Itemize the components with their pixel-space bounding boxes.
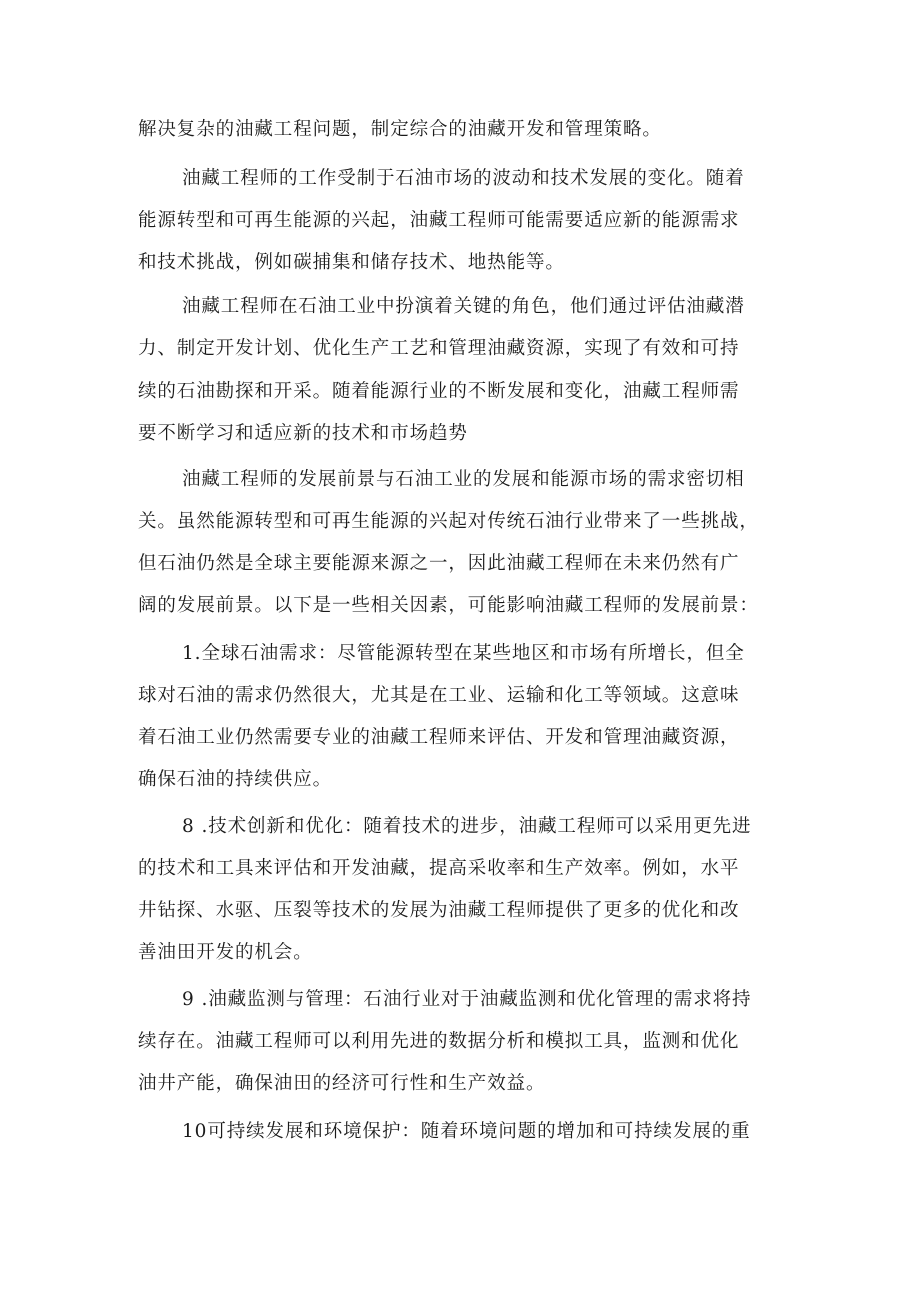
text-line: 但石油仍然是全球主要能源来源之一，因此油藏工程师在未来仍然有广: [138, 553, 740, 574]
text-line: 油井产能，确保油田的经济可行性和生产效益。: [138, 1073, 546, 1094]
text-line: 8 .技术创新和优化：随着技术的进步，油藏工程师可以采用更先进: [182, 816, 752, 837]
text-line: 油藏工程师的发展前景与石油工业的发展和能源市场的需求密切相: [182, 469, 745, 490]
text-line: 1.全球石油需求：尽管能源转型在某些地区和市场有所增长，但全: [182, 643, 745, 664]
text-line: 阔的发展前景。以下是一些相关因素，可能影响油藏工程师的发展前景：: [138, 595, 759, 616]
text-line: 油藏工程师的工作受制于石油市场的波动和技术发展的变化。随着: [182, 168, 745, 189]
text-line: 解决复杂的油藏工程问题，制定综合的油藏开发和管理策略。: [138, 119, 662, 140]
text-line: 能源转型和可再生能源的兴起，油藏工程师可能需要适应新的能源需求: [138, 210, 740, 231]
text-line: 力、制定开发计划、优化生产工艺和管理油藏资源，实现了有效和可持: [138, 338, 740, 359]
text-line: 油藏工程师在石油工业中扮演着关键的角色，他们通过评估油藏潜: [182, 296, 745, 317]
text-line: 的技术和工具来评估和开发油藏，提高采收率和生产效率。例如，水平: [138, 858, 740, 879]
text-line: 要不断学习和适应新的技术和市场趋势: [138, 423, 468, 444]
text-line: 续的石油勘探和开采。随着能源行业的不断发展和变化，油藏工程师需: [138, 381, 740, 402]
text-line: 9 .油藏监测与管理：石油行业对于油藏监测和优化管理的需求将持: [182, 989, 752, 1010]
text-line: 球对石油的需求仍然很大，尤其是在工业、运输和化工等领域。这意味: [138, 685, 740, 706]
text-line: 关。虽然能源转型和可再生能源的兴起对传统石油行业带来了一些挑战，: [138, 511, 759, 532]
text-line: 续存在。油藏工程师可以利用先进的数据分析和模拟工具，监测和优化: [138, 1031, 740, 1052]
text-line: 着石油工业仍然需要专业的油藏工程师来评估、开发和管理油藏资源，: [138, 727, 740, 748]
text-line: 和技术挑战，例如碳捕集和储存技术、地热能等。: [138, 252, 565, 273]
text-line: 井钻探、水驱、压裂等技术的发展为油藏工程师提供了更多的优化和改: [138, 900, 740, 921]
text-line: 10可持续发展和环境保护：随着环境问题的增加和可持续发展的重: [182, 1121, 751, 1142]
text-line: 确保石油的持续供应。: [138, 769, 333, 790]
text-line: 善油田开发的机会。: [138, 942, 313, 963]
